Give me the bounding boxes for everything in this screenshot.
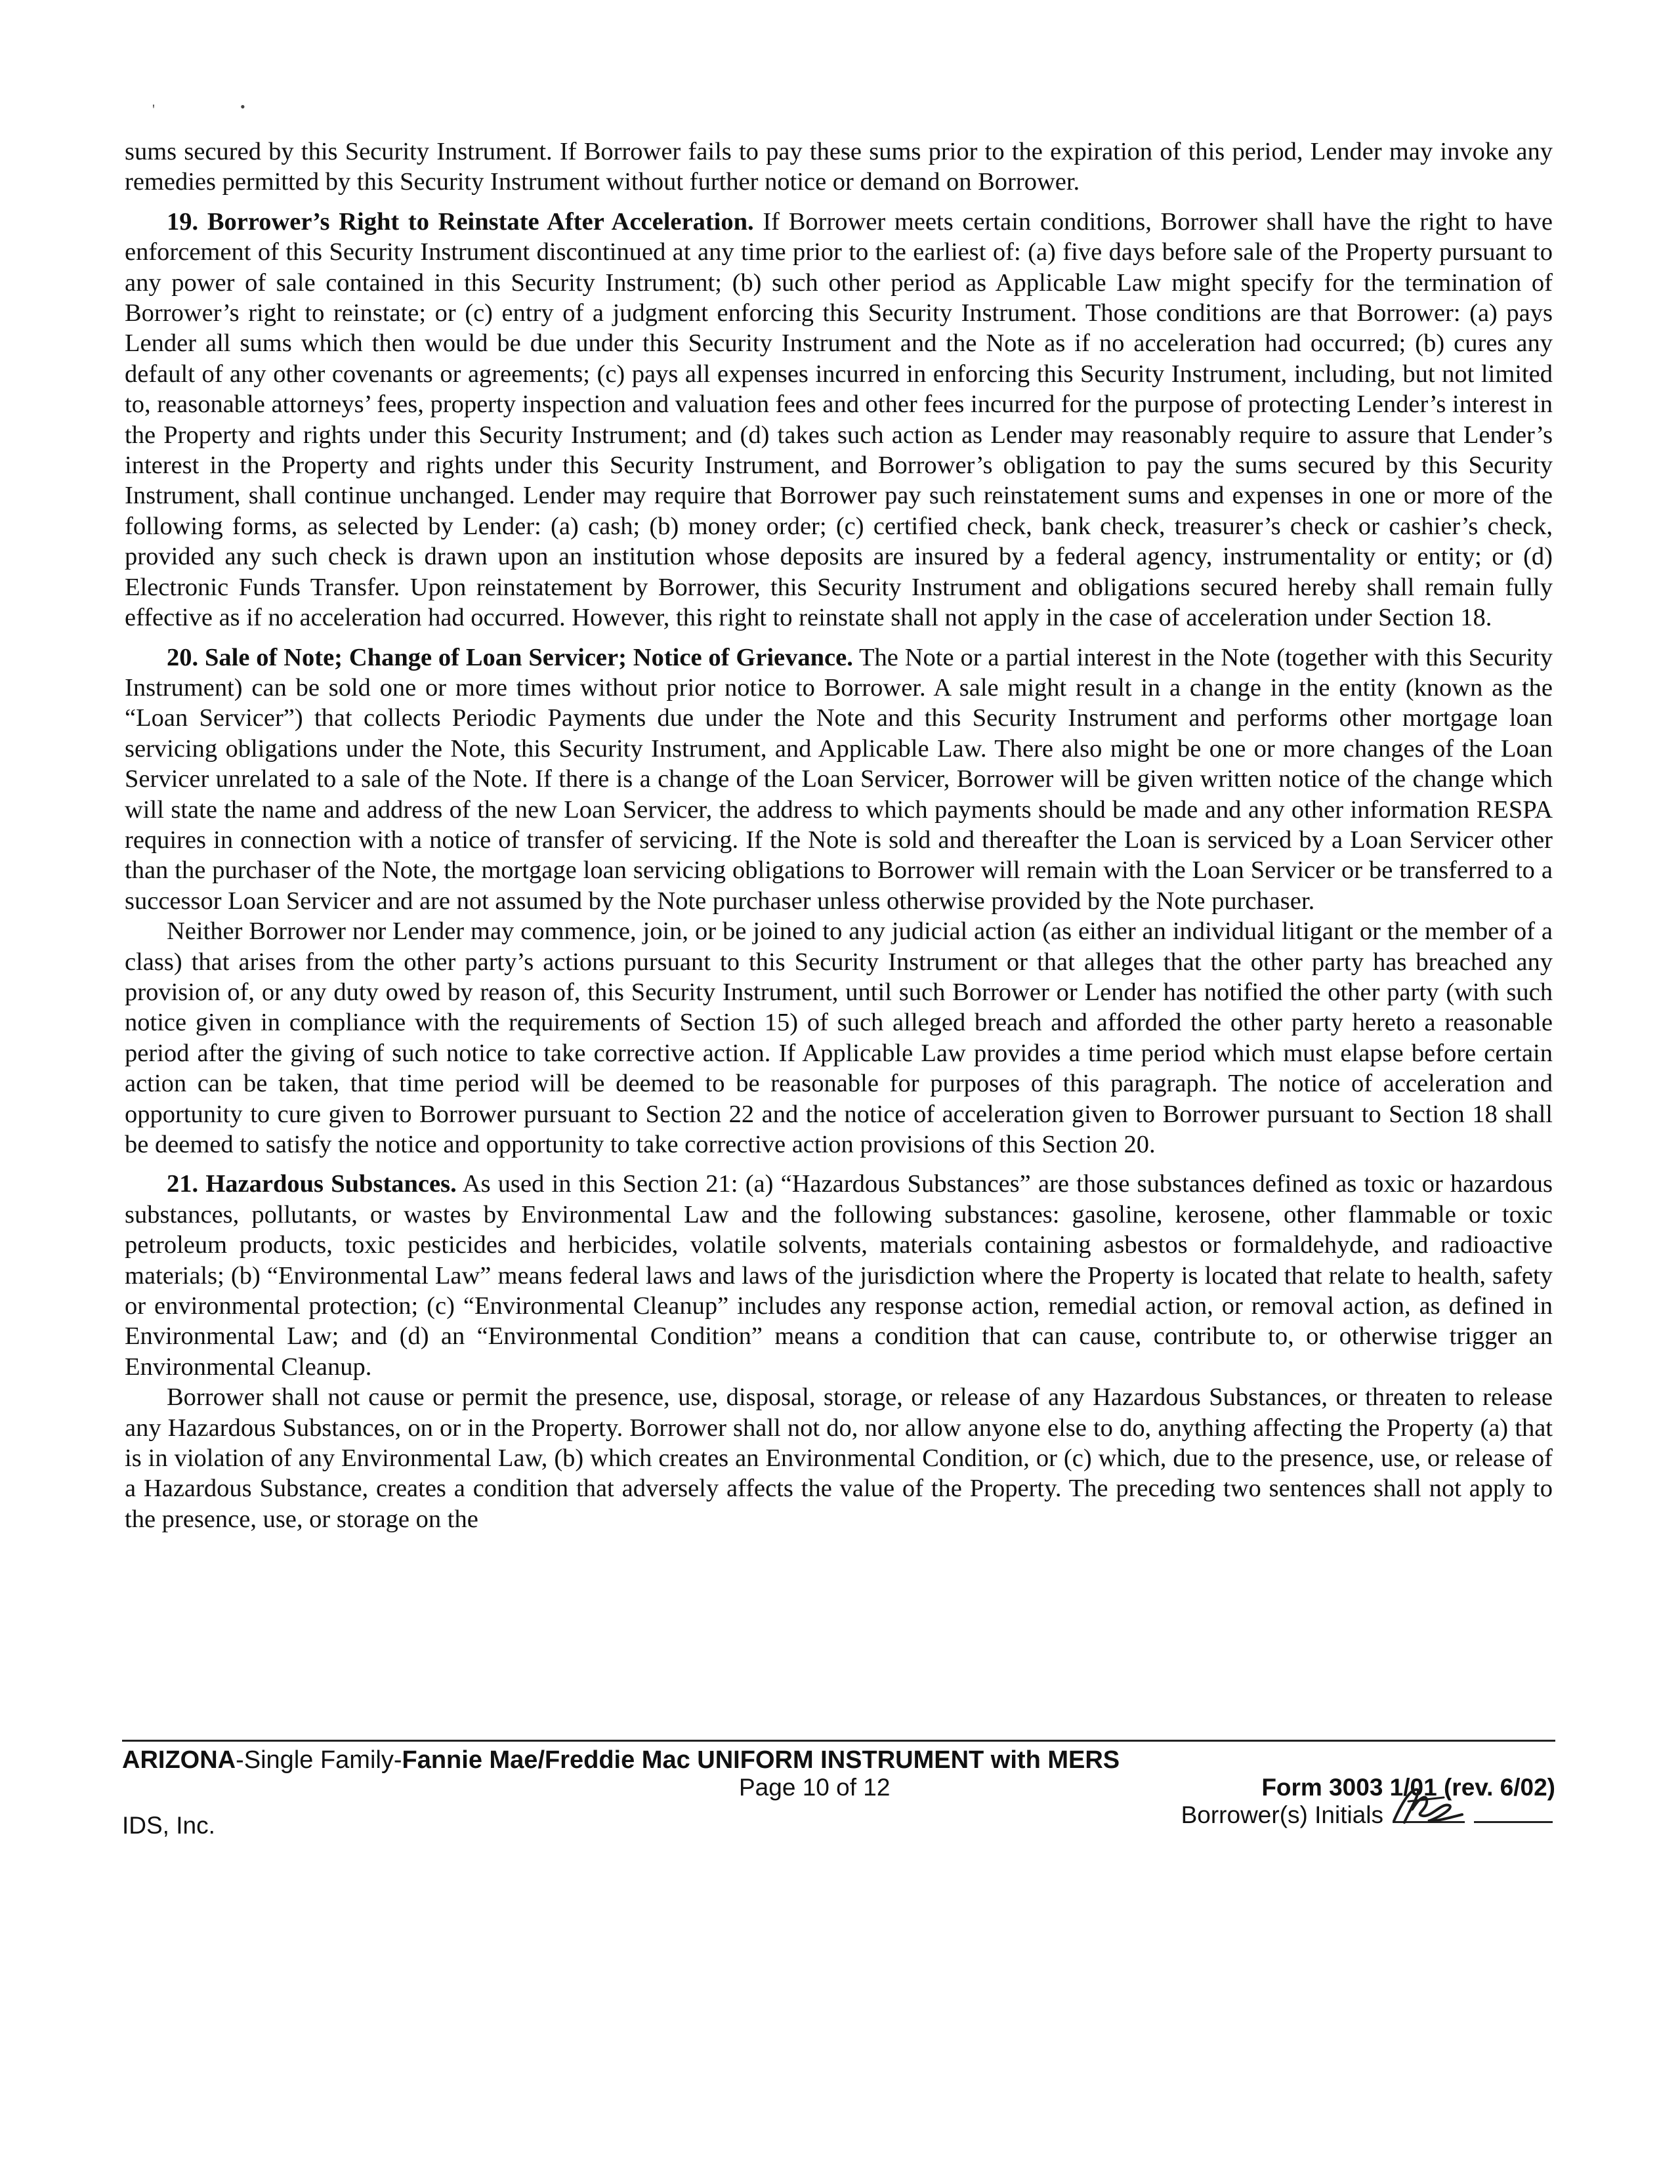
document-body: [125, 136, 1553, 1534]
section-heading: 20. Sale of Note; Change of Loan Servicer; Notice of Grievance.: [167, 643, 853, 671]
section-19: [125, 207, 1553, 633]
initials-field-2[interactable]: [1474, 1801, 1553, 1823]
paragraph-text: Neither Borrower nor Lender may commence, join, or be joined to any judicial action (as either an individual litigant or the member of a class) that arises from the other party’s actions pursuant to this Security Instrument or that alleges that the other party has breached any provision of, or any duty owed by reason of, this Security Instrument, until such Borrower or Lender has notified the other party (with such notice given in compliance with the requirements of Section 15) of such alleged breach and afforded the other party hereto a reasonable period after the giving of such notice to take corrective action. If Applicable Law provides a time period which must elapse before certain action can be taken, that time period will be deemed to be reasonable for purposes of this paragraph. The notice of acceleration and opportunity to cure given to Borrower pursuant to Section 22 and the notice of acceleration given to Borrower pursuant to Section 18 shall be deemed to satisfy the notice and opportunity to take corrective action provisions of this Section 20.: [125, 917, 1553, 1158]
borrower-initials: [1181, 1801, 1553, 1829]
paragraph-text: As used in this Section 21: (a) “Hazardous Substances” are those substances defined as toxic or hazardous substances, pollutants, or wastes by Environmental Law and the following substances: gasoline, kerosene, other flammable or toxic petroleum products, toxic pesticides and herbicides, volatile solvents, materials containing asbestos or formaldehyde, and radioactive materials; (b) “Environmental Law” means federal laws and laws of the jurisdiction where the Property is located that relate to health, safety or environmental protection; (c) “Environmental Cleanup” includes any response action, remedial action, or removal action, as defined in Environmental Law; and (d) an “Environmental Condition” means a condition that can cause, contribute to, or otherwise trigger an Environmental Cleanup.: [125, 1170, 1553, 1381]
section-heading: 21. Hazardous Substances.: [167, 1170, 457, 1198]
footer-company: IDS, Inc.: [122, 1812, 215, 1839]
section-20: [125, 642, 1553, 917]
form-number: Form 3003 1/01 (rev. 6/02): [1261, 1774, 1555, 1801]
initials-field-1[interactable]: [1393, 1801, 1465, 1823]
paragraph-text: sums secured by this Security Instrument. If Borrower fails to pay these sums prior to the expiration of this period, Lender may invoke any remedies permitted by this Security Instrument without further notice or demand on Borrower.: [125, 138, 1553, 196]
section-21-paragraph-2: [125, 1382, 1553, 1534]
section-20-paragraph-2: [125, 916, 1553, 1160]
section-heading: 19. Borrower’s Right to Reinstate After Acceleration.: [167, 207, 754, 236]
paragraph-text: If Borrower meets certain conditions, Borrower shall have the right to have enforcement of this Security Instrument discontinued at any time prior to the earliest of: (a) five days before sale of the Property pursuant to any power of sale contained in this Security Instrument; (b) such other period as Applicable Law might specify for the termination of Borrower’s right to reinstate; or (c) entry of a judgment enforcing this Security Instrument. Those conditions are that Borrower: (a) pays Lender all sums which then would be due under this Security Instrument and the Note as if no acceleration had occurred; (b) cures any default of any other covenants or agreements; (c) pays all expenses incurred in enforcing this Security Instrument, including, but not limited to, reasonable attorneys’ fees, property inspection and valuation fees and other fees incurred for the purpose of protecting Lender’s interest in the Property and rights under this Security Instrument; and (d) takes such action as Lender may reasonably require to assure that Lender’s interest in the Property and rights under this Security Instrument, and Borrower’s obligation to pay the sums secured by this Security Instrument, shall continue unchanged. Lender may require that Borrower pay such reinstatement sums and expenses in one or more of the following forms, as selected by Lender: (a) cash; (b) money order; (c) certified check, bank check, treasurer’s check or cashier’s check, provided any such check is drawn upon an institution whose deposits are insured by a federal agency, instrumentality or entity; or (d) Electronic Funds Transfer. Upon reinstatement by Borrower, this Security Instrument and obligations secured hereby shall remain fully effective as if no acceleration had occurred. However, this right to reinstate shall not apply in the case of acceleration under Section 18.: [125, 207, 1553, 632]
scan-mark-right: •: [240, 98, 245, 115]
page-number: Page 10 of 12: [739, 1774, 891, 1801]
paragraph-continuation: [125, 136, 1553, 198]
footer-state: ARIZONA: [122, 1746, 236, 1774]
section-21: [125, 1169, 1553, 1382]
scan-mark-left: ': [152, 101, 155, 117]
paragraph-text: Borrower shall not cause or permit the presence, use, disposal, storage, or release of any Hazardous Substances, or threaten to release any Hazardous Substances, on or in the Property. Borrower shall not do, nor allow anyone else to do, anything affecting the Property (a) that is in violation of any Environmental Law, (b) which creates an Environmental Condition, or (c) which, due to the presence, use, or release of a Hazardous Substance, creates a condition that adversely affects the value of the Property. The preceding two sentences shall not apply to the presence, use, or storage on the: [125, 1383, 1553, 1533]
footer-form-title: [122, 1746, 1120, 1774]
initials-label: Borrower(s) Initials: [1181, 1801, 1383, 1828]
footer-separator: -Single Family-: [236, 1746, 402, 1774]
initials-signature-icon: [1389, 1783, 1467, 1829]
footer-instrument-title: Fannie Mae/Freddie Mac UNIFORM INSTRUMENT with MERS: [402, 1746, 1120, 1774]
footer-divider: [122, 1740, 1555, 1742]
paragraph-text: The Note or a partial interest in the Note (together with this Security Instrument) can be sold one or more times without prior notice to Borrower. A sale might result in a change in the entity (known as the “Loan Servicer”) that collects Periodic Payments due under the Note and this Security Instrument and performs other mortgage loan servicing obligations under the Note, this Security Instrument, and Applicable Law. There also might be one or more changes of the Loan Servicer unrelated to a sale of the Note. If there is a change of the Loan Servicer, Borrower will be given written notice of the change which will state the name and address of the new Loan Servicer, the address to which payments should be made and any other information RESPA requires in connection with a notice of transfer of servicing. If the Note is sold and thereafter the Loan is serviced by a Loan Servicer other than the purchaser of the Note, the mortgage loan servicing obligations to Borrower will remain with the Loan Servicer or be transferred to a successor Loan Servicer and are not assumed by the Note purchaser unless otherwise provided by the Note purchaser.: [125, 643, 1553, 915]
